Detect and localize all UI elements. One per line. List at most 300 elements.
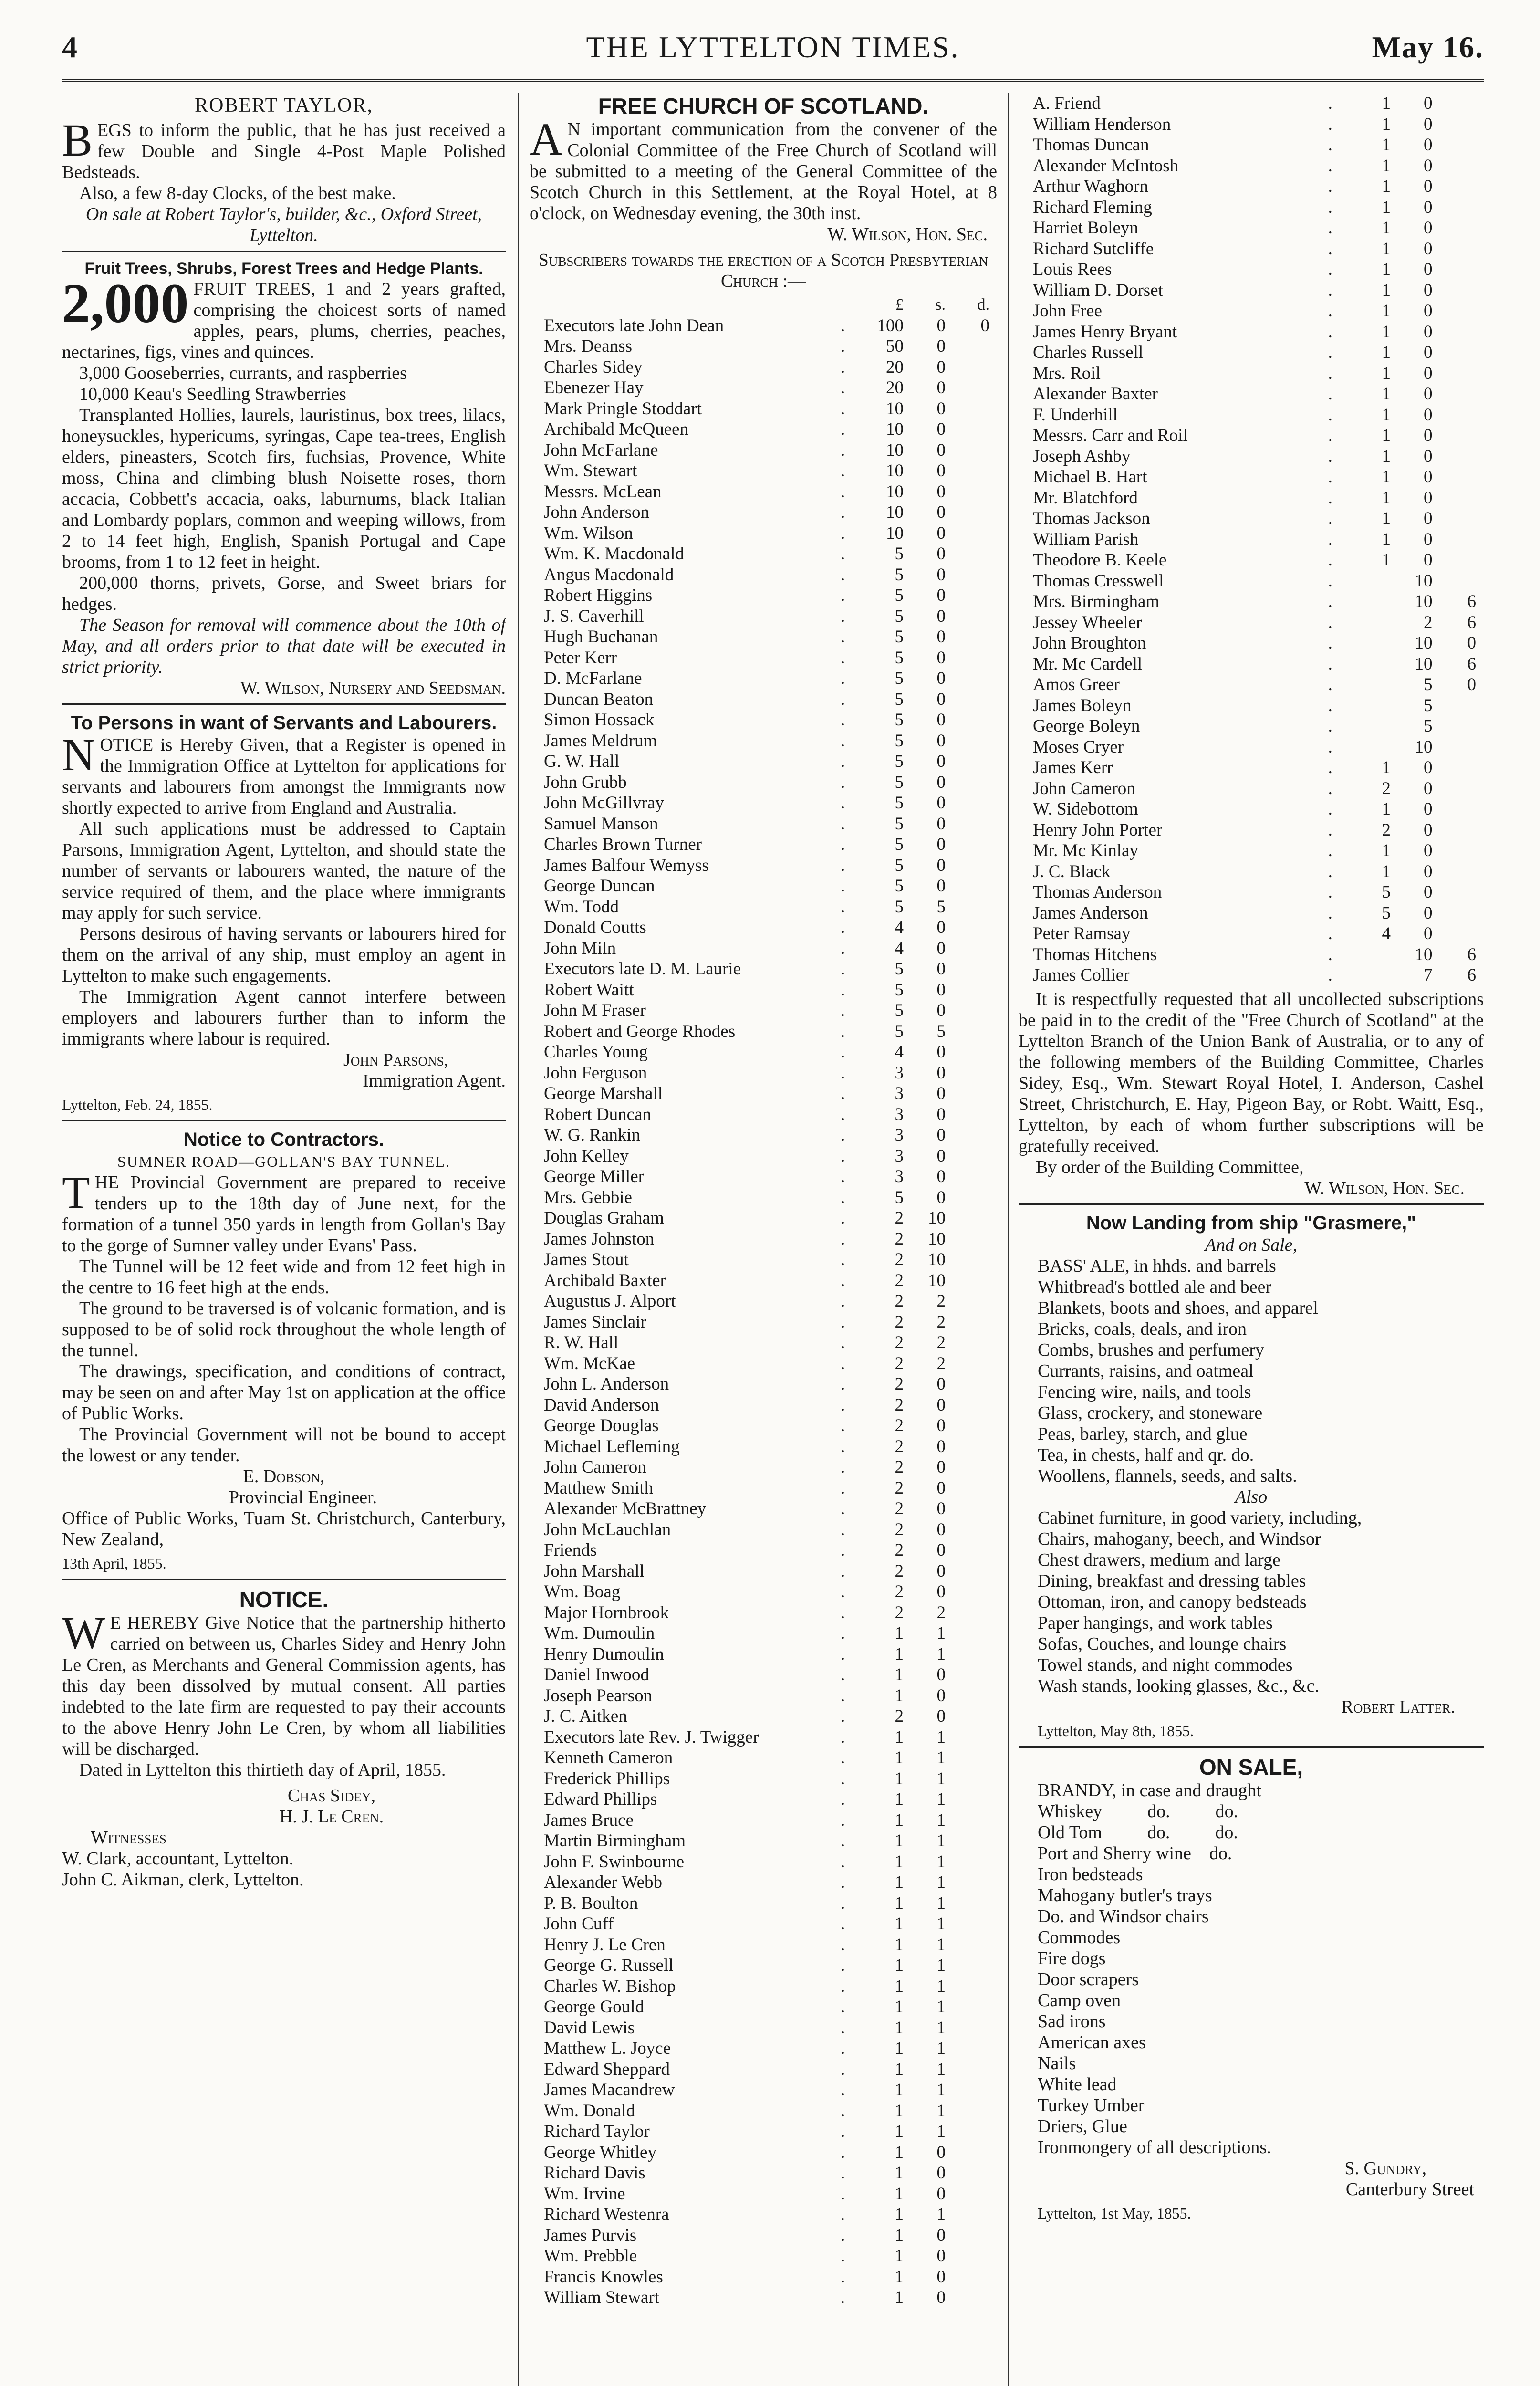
leader-dots: . <box>840 2184 845 2204</box>
pounds-value: 5 <box>895 731 904 751</box>
table-row <box>530 315 997 336</box>
shillings-value: 0 <box>936 378 946 398</box>
ad-body: BEGS to inform the public, that he has just received a few Double and Single 4-Post Maple Polished Bedsteads. <box>62 115 506 182</box>
leader-dots: . <box>1328 426 1332 445</box>
table-row <box>530 2080 997 2101</box>
ad-date: Lyttelton, May 8th, 1855. <box>1038 1722 1194 1739</box>
ad-signature: Robert Latter. <box>1341 1696 1455 1717</box>
pence-value <box>950 357 997 378</box>
pounds-value: 1 <box>895 1810 904 1830</box>
ad-heading: ON SALE, <box>1199 1754 1303 1779</box>
pounds-value <box>1344 944 1391 965</box>
shillings-value: 0 <box>936 1706 946 1726</box>
list-item: Door scrapers <box>1038 1969 1139 1989</box>
leader-dots: . <box>1328 965 1332 985</box>
subscriber-name: Major Hornbrook <box>544 1602 669 1622</box>
ad-heading: ROBERT TAYLOR, <box>195 94 373 116</box>
subscriber-name: Robert Higgins <box>544 586 653 605</box>
pounds-value: 10 <box>885 523 904 543</box>
table-row <box>530 1353 997 1374</box>
table-row <box>530 731 997 752</box>
pence-value <box>950 668 997 689</box>
leader-dots: . <box>840 336 845 356</box>
shillings-value: 2 <box>1424 612 1433 632</box>
pence-value <box>950 2038 997 2059</box>
list-item: Driers, Glue <box>1038 2116 1127 2136</box>
column-2 <box>530 93 997 2386</box>
header-shillings: s. <box>935 296 946 314</box>
table-row <box>530 1623 997 1644</box>
shillings-value: 0 <box>936 752 946 771</box>
subscriber-name: James Balfour Wemyss <box>544 855 709 875</box>
shillings-value: 0 <box>1424 778 1433 798</box>
subscriber-name: James Anderson <box>1033 903 1148 923</box>
ad-witness: John C. Aikman, clerk, Lyttelton. <box>62 1870 304 1890</box>
pence-value <box>950 1415 997 1436</box>
pence-value <box>950 897 997 918</box>
pounds-value: 2 <box>1382 820 1391 840</box>
list-item: Mahogany butler's trays <box>1038 1885 1212 1905</box>
pounds-value <box>1344 654 1391 675</box>
subscriber-name: John McLauchlan <box>544 1519 671 1539</box>
shillings-value: 0 <box>1424 114 1433 134</box>
pence-value <box>950 1581 997 1602</box>
subscriber-name: William Stewart <box>544 2288 660 2307</box>
leader-dots: . <box>840 1956 845 1975</box>
table-row <box>530 357 997 378</box>
pounds-value: 2 <box>895 1333 904 1352</box>
subscriber-name: James Collier <box>1033 965 1130 985</box>
table-row <box>530 1852 997 1873</box>
table-row <box>530 2018 997 2039</box>
leader-dots: . <box>840 586 845 605</box>
shillings-value: 0 <box>1424 177 1433 196</box>
shillings-value: 0 <box>936 1519 946 1539</box>
pence-value <box>950 1249 997 1270</box>
shillings-value: 0 <box>1424 343 1433 362</box>
table-row <box>530 1270 997 1291</box>
pence-value <box>950 1644 997 1665</box>
table-row <box>1019 820 1484 841</box>
list-item: Do. and Windsor chairs <box>1038 1906 1209 1926</box>
leader-dots: . <box>840 2163 845 2183</box>
table-row <box>1019 550 1484 571</box>
pence-value: 6 <box>1467 612 1476 632</box>
leader-dots: . <box>840 1810 845 1830</box>
subscriber-name: Thomas Duncan <box>1033 135 1149 155</box>
table-row <box>530 1581 997 1602</box>
subscriber-name: J. S. Caverhill <box>544 606 644 626</box>
shillings-value: 1 <box>936 1914 946 1934</box>
pence-value <box>950 1664 997 1685</box>
pounds-value: 1 <box>895 2163 904 2183</box>
pounds-value: 1 <box>895 1956 904 1975</box>
pounds-value: 10 <box>885 502 904 522</box>
subscriber-name: Frederick Phillips <box>544 1769 670 1789</box>
subscriber-name: Richard Davis <box>544 2163 645 2183</box>
table-row <box>1019 322 1484 343</box>
shillings-value: 0 <box>1424 903 1433 923</box>
subscriber-name: James Kerr <box>1033 758 1113 777</box>
leader-dots: . <box>1328 529 1332 549</box>
leader-dots: . <box>840 2288 845 2307</box>
pence-value <box>1437 529 1484 550</box>
pence-value <box>1437 301 1484 322</box>
table-row <box>530 2142 997 2163</box>
table-row <box>530 1561 997 1582</box>
pence-value <box>950 689 997 710</box>
shillings-value: 0 <box>1424 280 1433 300</box>
leader-dots: . <box>840 1893 845 1913</box>
leader-dots: . <box>840 1935 845 1955</box>
shillings-value: 0 <box>936 876 946 896</box>
shillings-value: 5 <box>1424 695 1433 715</box>
pence-value <box>950 1291 997 1312</box>
shillings-value: 0 <box>1424 924 1433 943</box>
leader-dots: . <box>840 1146 845 1166</box>
leader-dots: . <box>1328 882 1332 902</box>
table-row <box>1019 633 1484 654</box>
leader-dots: . <box>1328 592 1332 611</box>
leader-dots: . <box>840 1312 845 1332</box>
shillings-value: 0 <box>1424 529 1433 549</box>
pounds-value: 5 <box>895 689 904 709</box>
pence-value <box>950 1063 997 1084</box>
pounds-value: 2 <box>895 1561 904 1581</box>
table-row <box>530 1955 997 1976</box>
list-item: Sad irons <box>1038 2011 1106 2031</box>
leader-dots: . <box>840 481 845 502</box>
table-row <box>1019 93 1484 114</box>
table-row <box>530 1146 997 1167</box>
leader-dots: . <box>840 1769 845 1789</box>
leader-dots: . <box>840 1167 845 1186</box>
subscriber-name: Mrs. Birmingham <box>1033 592 1160 611</box>
pounds-value <box>1344 674 1391 695</box>
subscriber-name: Matthew Smith <box>544 1478 654 1498</box>
table-row <box>1019 176 1484 197</box>
table-row <box>1019 446 1484 467</box>
table-row <box>530 1872 997 1893</box>
table-row <box>530 1415 997 1436</box>
ad-servants <box>62 712 506 1115</box>
shillings-value: 0 <box>936 1187 946 1207</box>
column-3 <box>1019 93 1484 2386</box>
leader-dots: . <box>840 1623 845 1643</box>
divider <box>62 251 506 252</box>
table-row <box>1019 342 1484 363</box>
table-row <box>1019 425 1484 446</box>
shillings-value: 0 <box>1424 322 1433 342</box>
leader-dots: . <box>840 1291 845 1311</box>
shillings-value: 0 <box>936 1665 946 1685</box>
leader-dots: . <box>840 565 845 585</box>
shillings-value: 0 <box>936 1561 946 1581</box>
ad-fruit-trees <box>62 259 506 699</box>
leader-dots: . <box>1328 177 1332 196</box>
pence-value <box>950 2267 997 2288</box>
leader-dots: . <box>840 378 845 398</box>
shillings-value: 0 <box>1424 156 1433 176</box>
subscriber-name: Moses Cryer <box>1033 737 1124 757</box>
pounds-value: 1 <box>895 1893 904 1913</box>
subscriber-name: Henry Dumoulin <box>544 1644 664 1664</box>
table-row <box>530 1935 997 1956</box>
pounds-value: 1 <box>895 1644 904 1664</box>
pence-value <box>950 1519 997 1540</box>
pence-value <box>950 1769 997 1790</box>
newspaper-title: THE LYTTELTON TIMES. <box>586 30 960 64</box>
subscriber-name: Kenneth Cameron <box>544 1748 673 1768</box>
pounds-value: 2 <box>895 1250 904 1269</box>
goods-list <box>1019 1256 1484 1486</box>
pounds-value: 10 <box>885 419 904 439</box>
ad-witnesses-label: Witnesses <box>91 1828 166 1848</box>
leader-dots: . <box>840 1685 845 1706</box>
table-row <box>530 855 997 876</box>
leader-dots: . <box>840 835 845 854</box>
pence-value <box>950 2142 997 2163</box>
subscriber-name: George Whitley <box>544 2142 656 2162</box>
table-row <box>1019 259 1484 280</box>
shillings-value: 0 <box>1424 820 1433 840</box>
leader-dots: . <box>1328 114 1332 134</box>
pounds-value: 5 <box>895 1187 904 1207</box>
subscriber-name: Alexander McBrattney <box>544 1499 707 1518</box>
leader-dots: . <box>840 1457 845 1477</box>
ad-witness: W. Clark, accountant, Lyttelton. <box>62 1849 294 1869</box>
leader-dots: . <box>1328 758 1332 777</box>
table-row <box>530 2163 997 2184</box>
table-row <box>530 1332 997 1353</box>
ad-on-sale <box>1019 1754 1484 2224</box>
list-item: Fire dogs <box>1038 1948 1106 1968</box>
pounds-value <box>1344 737 1391 758</box>
shillings-value: 1 <box>936 2101 946 2121</box>
pounds-value: 5 <box>895 1021 904 1041</box>
shillings-value: 10 <box>1415 737 1433 757</box>
pounds-value: 3 <box>895 1063 904 1083</box>
pounds-value: 1 <box>1382 488 1391 508</box>
pence-value <box>1437 716 1484 737</box>
ad-signature: Chas Sidey, <box>288 1786 375 1806</box>
subscriber-name: Wm. McKae <box>544 1353 635 1373</box>
subscriber-name: James Macandrew <box>544 2080 675 2100</box>
pence-value <box>950 1831 997 1852</box>
pounds-value: 2 <box>895 1457 904 1477</box>
pounds-value: 5 <box>895 959 904 979</box>
pence-value <box>950 2018 997 2039</box>
leader-dots: . <box>840 1561 845 1581</box>
pence-value <box>1437 218 1484 239</box>
subscriber-name: Messrs. McLean <box>544 481 662 502</box>
pounds-value: 1 <box>1382 363 1391 383</box>
leader-dots: . <box>840 1790 845 1809</box>
pence-value <box>950 2225 997 2246</box>
table-row <box>530 2225 997 2246</box>
divider <box>1019 1203 1484 1205</box>
leader-dots: . <box>840 855 845 875</box>
shillings-value: 0 <box>936 855 946 875</box>
list-item: Paper hangings, and work tables <box>1038 1612 1273 1633</box>
shillings-value: 5 <box>1424 675 1433 694</box>
leader-dots: . <box>840 2059 845 2079</box>
subscriber-name: James Boleyn <box>1033 695 1132 715</box>
shillings-value: 0 <box>936 2184 946 2204</box>
leader-dots: . <box>840 1063 845 1083</box>
ad-body: Dated in Lyttelton this thirtieth day of April, 1855. <box>79 1760 446 1780</box>
pence-value <box>1437 114 1484 135</box>
table-row <box>1019 654 1484 675</box>
pounds-value: 1 <box>1382 135 1391 155</box>
pounds-value: 2 <box>895 1291 904 1311</box>
leader-dots: . <box>1328 363 1332 383</box>
ad-date: Lyttelton, Feb. 24, 1855. <box>62 1096 213 1113</box>
subscriber-name: James Meldrum <box>544 731 657 751</box>
list-item: Fencing wire, nails, and tools <box>1038 1381 1251 1402</box>
subscriber-name: F. Underhill <box>1033 405 1118 425</box>
leader-dots: . <box>1328 405 1332 425</box>
subscriber-name: Martin Birmingham <box>544 1831 686 1851</box>
table-row <box>530 606 997 627</box>
shillings-value: 0 <box>1424 239 1433 259</box>
table-row <box>1019 591 1484 612</box>
leader-dots: . <box>1328 135 1332 155</box>
subscriber-name: James Sinclair <box>544 1312 646 1332</box>
pence-value <box>950 938 997 959</box>
pence-value <box>950 1706 997 1727</box>
leader-dots: . <box>840 772 845 792</box>
ad-signature: John Parsons, <box>343 1050 448 1070</box>
subscriber-name: John M Fraser <box>544 1001 646 1020</box>
subscriber-name: D. McFarlane <box>544 669 642 688</box>
leader-dots: . <box>840 1519 845 1539</box>
pounds-value: 2 <box>895 1436 904 1456</box>
shillings-value: 0 <box>936 1478 946 1498</box>
table-row <box>530 1457 997 1478</box>
table-row <box>1019 384 1484 405</box>
pounds-value: 5 <box>895 586 904 605</box>
subscriber-name: George Miller <box>544 1167 644 1186</box>
pounds-value: 20 <box>885 378 904 398</box>
pence-value <box>950 2287 997 2308</box>
shillings-value: 0 <box>936 1001 946 1020</box>
subscriber-name: John Kelley <box>544 1146 629 1166</box>
pence-value <box>1437 571 1484 592</box>
ad-sale-line: On sale at Robert Taylor's, builder, &c., Oxford Street, Lyttelton. <box>85 204 482 245</box>
pounds-value: 2 <box>895 1374 904 1394</box>
leader-dots: . <box>1328 488 1332 508</box>
table-row <box>530 938 997 959</box>
pence-value <box>950 751 997 772</box>
subscriber-name: Wm. K. Macdonald <box>544 544 684 564</box>
shillings-value: 0 <box>1424 882 1433 902</box>
pence-value <box>1437 861 1484 882</box>
shillings-value: 0 <box>936 1499 946 1518</box>
pence-value <box>1437 508 1484 529</box>
pence-value <box>950 544 997 565</box>
ad-signature: W. Wilson, Nursery and Seedsman. <box>240 678 506 698</box>
subscriber-name: George Marshall <box>544 1084 663 1103</box>
table-row <box>530 2287 997 2308</box>
pounds-value: 1 <box>1382 529 1391 549</box>
pence-value <box>1437 467 1484 488</box>
column-rule-1 <box>518 93 519 2386</box>
pounds-value: 1 <box>1382 343 1391 362</box>
leader-dots: . <box>840 1665 845 1685</box>
pence-value <box>1437 446 1484 467</box>
subscriber-name: Wm. Stewart <box>544 461 637 481</box>
pence-value <box>950 377 997 398</box>
ad-signature: E. Dobson, <box>243 1466 325 1486</box>
pounds-value: 1 <box>895 2267 904 2287</box>
ad-grasmere <box>1019 1212 1484 1741</box>
table-row <box>530 814 997 835</box>
pounds-value: 1 <box>1382 218 1391 238</box>
pounds-value: 2 <box>895 1416 904 1435</box>
pence-value <box>950 1208 997 1229</box>
subscriber-name: Ebenezer Hay <box>544 378 644 398</box>
table-row <box>530 668 997 689</box>
pounds-value: 5 <box>1382 903 1391 923</box>
table-row <box>1019 840 1484 861</box>
ad-body: The Season for removal will commence about the 10th of May, and all orders prior to that date will be executed in strict priority. <box>62 615 506 677</box>
pounds-value: 2 <box>895 1540 904 1560</box>
leader-dots: . <box>840 357 845 377</box>
pence-value <box>950 917 997 938</box>
pounds-value: 1 <box>895 2122 904 2141</box>
table-row <box>1019 529 1484 550</box>
subscribers-table <box>530 294 997 2308</box>
ad-signature: H. J. Le Cren. <box>279 1807 384 1827</box>
ad-address: Office of Public Works, Tuam St. Christchurch, Canterbury, New Zealand, <box>62 1508 506 1549</box>
shillings-value: 10 <box>1415 633 1433 653</box>
pounds-value: 1 <box>1382 550 1391 570</box>
pence-value <box>1437 820 1484 841</box>
pence-value: 6 <box>1467 944 1476 964</box>
table-row <box>530 1810 997 1831</box>
pence-value <box>950 980 997 1001</box>
table-row <box>530 1208 997 1229</box>
pounds-value: 1 <box>895 1831 904 1851</box>
table-row <box>530 627 997 648</box>
subscriber-name: Robert Duncan <box>544 1104 652 1124</box>
leader-dots: . <box>840 1229 845 1249</box>
table-row <box>530 1395 997 1416</box>
subscriber-name: Alexander McIntosh <box>1033 156 1179 176</box>
pence-value <box>1437 342 1484 363</box>
ad-body: AN important communication from the convener of the Colonial Committee of the Free Church of Scotland will be submitted to a meeting of the General Committee of the Scotch Church in this Settlement, at the Royal Hotel, at 8 o'clock, on Wednesday evening, the 30th inst. <box>530 114 997 223</box>
shillings-value: 2 <box>936 1333 946 1352</box>
pence-value <box>950 814 997 835</box>
pounds-value: 1 <box>1382 446 1391 466</box>
shillings-value: 1 <box>936 2059 946 2079</box>
shillings-value: 0 <box>936 481 946 502</box>
table-row <box>530 1187 997 1208</box>
shillings-value: 0 <box>1424 301 1433 321</box>
leader-dots: . <box>840 1831 845 1851</box>
leader-dots: . <box>1328 778 1332 798</box>
table-row <box>530 1000 997 1021</box>
ad-also: Also <box>1235 1486 1268 1507</box>
shillings-value: 0 <box>936 544 946 564</box>
pence-value <box>950 398 997 419</box>
table-row <box>530 1498 997 1519</box>
subscriber-name: William Henderson <box>1033 114 1171 134</box>
pence-value <box>950 1270 997 1291</box>
table-row <box>1019 301 1484 322</box>
pounds-value <box>1344 591 1391 612</box>
